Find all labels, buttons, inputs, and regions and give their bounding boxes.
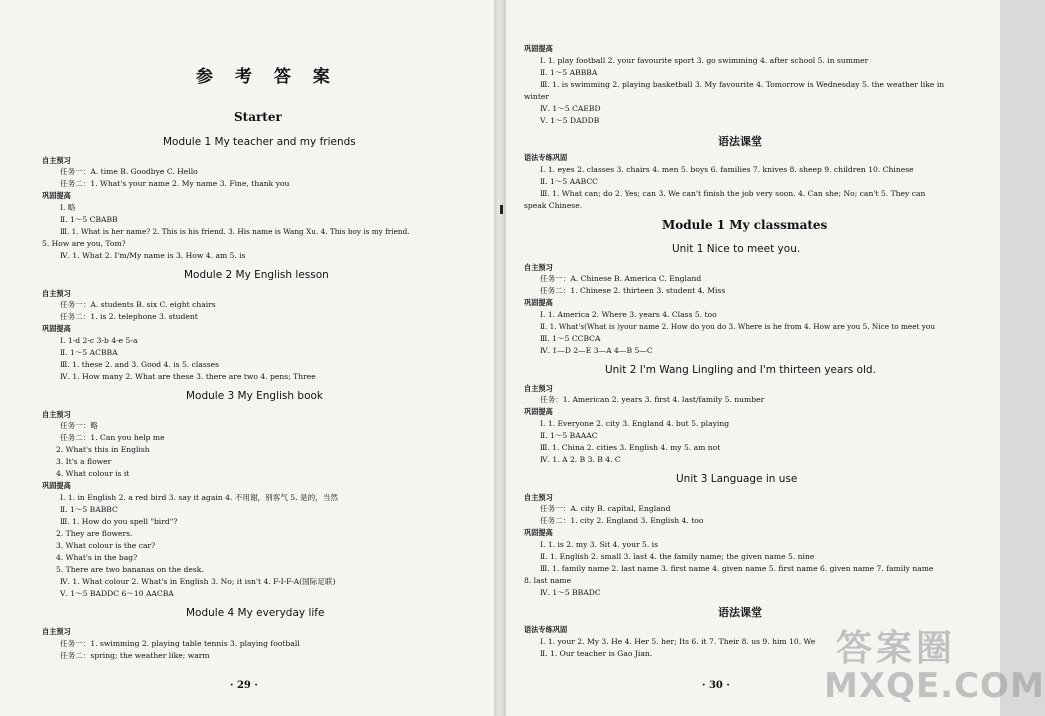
section-label: 巩固提高	[524, 298, 553, 307]
section-label: 巩固提高	[524, 528, 553, 537]
left-page	[0, 0, 494, 716]
answer-line: Ⅳ. 1～5 BBADC	[540, 588, 601, 597]
answer-line: Ⅰ. 1. play football 2. your favourite sport 3. go swimming 4. after school 5. in summer	[540, 56, 869, 65]
answer-line: 任务一：A. students B. six C. eight chairs	[60, 300, 216, 309]
answer-line: 4. What colour is it	[56, 469, 130, 478]
section-label: 自主预习	[42, 289, 71, 298]
answer-line: 任务：1. American 2. years 3. first 4. last/family 5. number	[540, 395, 765, 404]
section-label: 自主预习	[42, 156, 71, 165]
section-label: 巩固提高	[524, 44, 553, 53]
answer-line: Ⅳ. 1. A 2. B 3. B 4. C	[540, 455, 621, 464]
section-label: 语法专练巩固	[524, 153, 568, 162]
answer-line: 任务二：spring; the weather like; warm	[60, 651, 210, 660]
answer-line: 任务二：1. city 2. England 3. English 4. too	[540, 516, 704, 525]
answer-line: Ⅱ. 1～5 BABBC	[60, 505, 118, 514]
section-label: 巩固提高	[524, 407, 553, 416]
answer-line: Ⅳ. 1—D 2—E 3—A 4—B 5—C	[540, 346, 653, 355]
answer-line: winter	[524, 92, 549, 101]
answer-line: Ⅰ. 1. in English 2. a red bird 3. say it again 4. 不用谢，别客气 5. 是的，当然	[60, 493, 338, 502]
module3-heading: Module 3 My English book	[186, 390, 323, 402]
answer-line: 任务一：1. swimming 2. playing table tennis 3. playing football	[60, 639, 300, 648]
right-page	[506, 0, 1045, 716]
answer-line: 2. They are flowers.	[56, 529, 133, 538]
answer-line: Ⅲ. 1. is swimming 2. playing basketball 3. My favourite 4. Tomorrow is Wednesday 5. the weather like in	[540, 80, 945, 89]
answer-line: 任务一：A. time B. Goodbye C. Hello	[60, 167, 198, 176]
answer-line: Ⅱ. 1～5 ACBBA	[60, 348, 118, 357]
gutter-mark	[500, 205, 503, 214]
answer-line: 任务一：A. city B. capital, England	[540, 504, 671, 513]
answer-line: Ⅲ. 1. How do you spell "bird"?	[60, 517, 178, 526]
section-label: 自主预习	[524, 493, 553, 502]
module2-heading: Module 2 My English lesson	[184, 269, 329, 281]
answer-line: Ⅳ. 1. How many 2. What are these 3. there are two 4. pens; Three	[60, 372, 316, 381]
unit3-heading: Unit 3 Language in use	[676, 473, 798, 485]
answer-line: Ⅰ. 1. Everyone 2. city 3. England 4. but 5. playing	[540, 419, 730, 428]
answer-line: Ⅱ. 1～5 AABCC	[540, 177, 598, 186]
answers-title: 参 考 答 案	[196, 67, 338, 87]
starter-heading: Starter	[234, 110, 282, 124]
answer-line: Ⅳ. 1. What colour 2. What's in English 3. No; it isn't 4. F-I-F-A(国际足联)	[60, 577, 336, 586]
book-gutter	[494, 0, 506, 716]
watermark-logo: 答案圈	[836, 628, 957, 669]
answer-line: Ⅲ. 1. What is her name? 2. This is his friend. 3. His name is Wang Xu. 4. This boy is my friend.	[60, 227, 410, 236]
answer-line: Ⅲ. 1. these 2. and 3. Good 4. is 5. classes	[60, 360, 219, 369]
answer-line: Ⅰ. 1. America 2. Where 3. years 4. Class 5. too	[540, 310, 717, 319]
answer-line: 3. It's a flower	[56, 457, 112, 466]
section-label: 巩固提高	[42, 324, 71, 333]
answer-line: 任务一：A. Chinese B. America C. England	[540, 274, 702, 283]
answer-line: Ⅱ. 1. What's(What is )your name 2. How do you do 3. Where is he from 4. How are you 5. Nice to meet you	[540, 322, 936, 331]
answer-line: 5. There are two bananas on the desk.	[56, 565, 204, 574]
module1-classmates-heading: Module 1 My classmates	[662, 218, 828, 232]
answer-line: Ⅴ. 1～5 DADDB	[540, 116, 600, 125]
answer-line: Ⅲ. 1. What can; do 2. Yes; can 3. We can't finish the job very soon. 4. Can she; No; can't 5. They can	[540, 189, 926, 198]
section-label: 自主预习	[42, 627, 71, 636]
answer-line: Ⅰ. 1. eyes 2. classes 3. chairs 4. men 5. boys 6. families 7. knives 8. sheep 9. children 10. Chinese	[540, 165, 914, 174]
section-label: 自主预习	[42, 410, 71, 419]
page-number: · 29 ·	[230, 680, 258, 691]
grammar-heading: 语法课堂	[718, 606, 762, 619]
answer-line: speak Chinese.	[524, 201, 583, 210]
section-label: 巩固提高	[42, 191, 71, 200]
answer-line: 3. What colour is the car?	[56, 541, 156, 550]
answer-line: Ⅱ. 1. English 2. small 3. last 4. the family name; the given name 5. nine	[540, 552, 815, 561]
answer-line: Ⅱ. 1～5 ABBBA	[540, 68, 598, 77]
answer-line: Ⅰ. 略	[60, 203, 76, 212]
answer-line: 8. last name	[524, 576, 572, 585]
answer-line: 5. How are you, Tom?	[42, 239, 126, 248]
page-number: · 30 ·	[702, 680, 730, 691]
watermark-site: MXQE.COM	[824, 666, 1045, 706]
section-label: 语法专练巩固	[524, 625, 568, 634]
answer-line: Ⅰ. 1. is 2. my 3. Sit 4. your 5. is	[540, 540, 658, 549]
answer-line: 4. What's in the bag?	[56, 553, 138, 562]
answer-line: Ⅱ. 1. Our teacher is Gao Jian.	[540, 649, 653, 658]
answer-line: Ⅴ. 1～5 BADDC 6～10 AACBA	[60, 589, 174, 598]
answer-line: 任务二：1. Chinese 2. thirteen 3. student 4. Miss	[540, 286, 726, 295]
answer-line: Ⅳ. 1. What 2. I'm/My name is 3. How 4. am 5. is	[60, 251, 246, 260]
answer-line: 2. What's this in English	[56, 445, 150, 454]
answer-line: 任务二：1. What's your name 2. My name 3. Fine, thank you	[60, 179, 290, 188]
answer-line: Ⅱ. 1～5 CBABB	[60, 215, 118, 224]
answer-line: Ⅳ. 1～5 CAEBD	[540, 104, 601, 113]
answer-line: Ⅲ. 1～5 CCBCA	[540, 334, 601, 343]
answer-line: Ⅱ. 1～5 BAAAC	[540, 431, 598, 440]
answer-line: Ⅰ. 1. your 2. My 3. He 4. Her 5. her; Its 6. it 7. Their 8. us 9. him 10. We	[540, 637, 816, 646]
answer-line: Ⅰ. 1-d 2-c 3-b 4-e 5-a	[60, 336, 138, 345]
answer-line: 任务一：略	[60, 421, 98, 430]
answer-line: Ⅲ. 1. China 2. cities 3. English 4. my 5. am not	[540, 443, 721, 452]
answer-line: 任务二：1. is 2. telephone 3. student	[60, 312, 198, 321]
section-label: 自主预习	[524, 263, 553, 272]
answer-line: 任务二：1. Can you help me	[60, 433, 165, 442]
section-label: 自主预习	[524, 384, 553, 393]
unit2-heading: Unit 2 I'm Wang Lingling and I'm thirteen years old.	[605, 364, 876, 376]
answer-line: Ⅲ. 1. family name 2. last name 3. first name 4. given name 5. first name 6. given name 7. family name	[540, 564, 934, 573]
module4-heading: Module 4 My everyday life	[186, 607, 325, 619]
module1-heading: Module 1 My teacher and my friends	[163, 136, 356, 148]
unit1-heading: Unit 1 Nice to meet you.	[672, 243, 801, 255]
grammar-heading: 语法课堂	[718, 135, 762, 148]
section-label: 巩固提高	[42, 481, 71, 490]
